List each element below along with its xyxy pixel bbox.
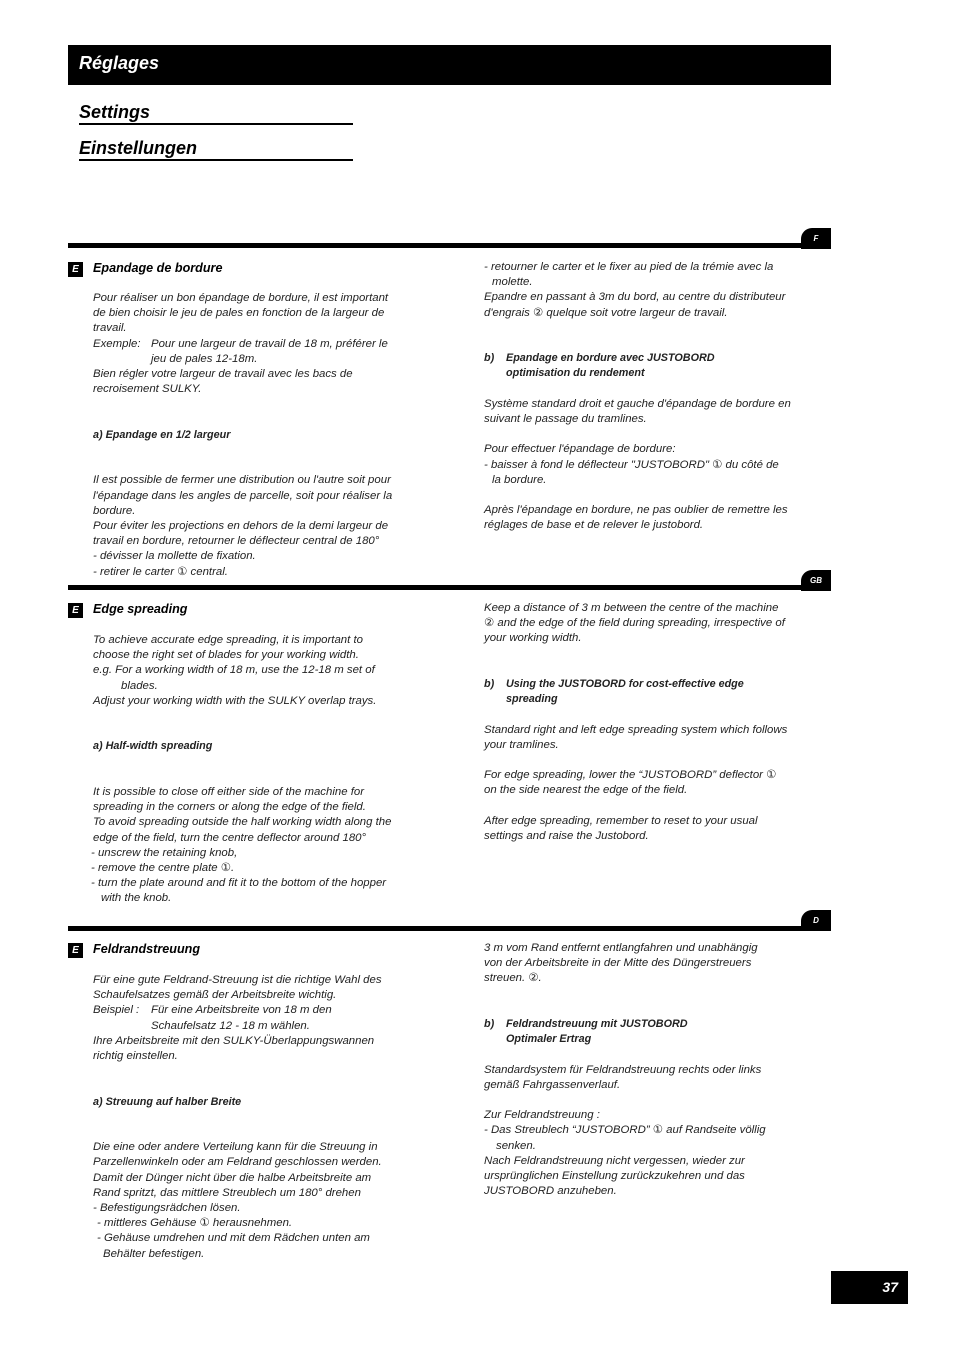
text-line: Pour une largeur de travail de 18 m, préférer le <box>151 337 388 350</box>
text-line: - retirer le carter ① central. <box>93 565 228 578</box>
text-line: - dévisser la mollette de fixation. <box>93 550 256 563</box>
text-line: l'épandage dans les angles de parcelle, soit pour réaliser la <box>93 489 393 502</box>
language-badge-de: D <box>801 910 831 931</box>
text-line: It is possible to close off either side of the machine for <box>93 786 364 798</box>
text-line: After edge spreading, remember to reset to your usual <box>484 814 758 827</box>
text-line: - unscrew the retaining knob, <box>91 846 238 859</box>
text-line: To achieve accurate edge spreading, it is important to <box>93 634 363 646</box>
text-line: settings and raise the Justobord. <box>484 829 649 842</box>
subheading-a-de: a) Streuung auf halber Breite <box>93 1095 242 1108</box>
text-line: on the side nearest the edge of the field. <box>484 784 688 797</box>
text-line: Système standard droit et gauche d'épandage de bordure en <box>484 397 791 410</box>
text-line: 3 m vom Rand entfernt entlangfahren und unabhängig <box>484 942 758 954</box>
column-fr-right <box>484 260 814 534</box>
text-line: - mittleres Gehäuse ① herausnehmen. <box>97 1217 293 1230</box>
text-line: la bordure. <box>492 473 547 486</box>
text-line: blades. <box>121 679 158 692</box>
page-number: 37 <box>831 1271 908 1304</box>
example-row <box>93 337 423 352</box>
text-line: e.g. For a working width of 18 m, use the 12-18 m set of <box>93 664 375 677</box>
text-line: Epandre en passant à 3m du bord, au centre du distributeur <box>484 291 786 304</box>
text-line: To avoid spreading outside the half working width along the <box>93 816 392 829</box>
text-line: Nach Feldrandstreuung nicht vergessen, wieder zur <box>484 1154 745 1167</box>
text-line: travail en bordure, retourner le déflecteur central de 180° <box>93 535 380 548</box>
section-rule-gb <box>68 585 816 590</box>
section-marker-fr: E <box>68 262 83 277</box>
text-line: d'engrais ② quelque soit votre largeur de travail. <box>484 306 728 319</box>
subheading-b-gb: b) Using the JUSTOBORD for cost-effective edge <box>484 678 744 690</box>
text-line: Schaufelsatz 12 - 18 m wählen. <box>151 1019 310 1032</box>
text-line: JUSTOBORD anzuheben. <box>484 1185 617 1198</box>
text-line: - Das Streublech “JUSTOBORD” ① auf Randseite völlig <box>484 1124 766 1137</box>
text-line: Schaufelsatzes gemäß der Arbeitsbreite wichtig. <box>93 989 337 1002</box>
text-line: Für eine gute Feldrand-Streuung ist die richtige Wahl des <box>93 974 382 986</box>
column-gb-right <box>484 601 814 844</box>
text-line: von der Arbeitsbreite in der Mitte des Düngerstreuers <box>484 957 752 970</box>
text-line: Pour effectuer l'épandage de bordure: <box>484 443 676 456</box>
text-line: Die eine oder andere Verteilung kann für die Streuung in <box>93 1141 378 1154</box>
text-line: Standardsystem für Feldrandstreuung rechts oder links <box>484 1063 762 1076</box>
text-line: spreading in the corners or along the edge of the field. <box>93 801 366 814</box>
text-line: Pour réaliser un bon épandage de bordure, il est important <box>93 292 389 304</box>
text-line: de bien choisir le jeu de pales en fonction de la largeur de <box>93 307 385 320</box>
text-line: Pour éviter les projections en dehors de la demi largeur de <box>93 520 389 533</box>
example-label: Beispiel : <box>93 1004 140 1017</box>
section-rule-de <box>68 926 816 931</box>
text-line: Damit der Dünger nicht über die halbe Arbeitsbreite am <box>93 1171 372 1184</box>
text-line: Zur Feldrandstreuung : <box>484 1109 600 1122</box>
text-line: ② and the edge of the field during spreading, irrespective of <box>484 617 785 630</box>
text-line: Adjust your working width with the SULKY overlap trays. <box>93 694 377 707</box>
subtitle-settings: Settings <box>79 101 353 125</box>
text-line: spreading <box>506 693 558 706</box>
column-gb-left <box>93 633 423 907</box>
text-line: Keep a distance of 3 m between the centre of the machine <box>484 602 779 614</box>
text-line: edge of the field, turn the centre deflector around 180° <box>93 831 367 844</box>
text-line: your tramlines. <box>484 738 559 751</box>
text-line: senken. <box>496 1139 536 1152</box>
column-de-right <box>484 941 814 1199</box>
text-line: Rand spritzt, das mittlere Streublech um 180° drehen <box>93 1186 361 1199</box>
text-line: For edge spreading, lower the “JUSTOBORD” deflector ① <box>484 769 777 782</box>
text-line: Optimaler Ertrag <box>506 1033 592 1046</box>
text-line: choose the right set of blades for your working width. <box>93 649 359 662</box>
text-line: Ihre Arbeitsbreite mit den SULKY-Überlappungswannen <box>93 1034 375 1047</box>
subheading-b-fr: b) Epandage en bordure avec JUSTOBORD <box>484 352 715 365</box>
text-line: réglages de base et de relever le justobord. <box>484 519 704 532</box>
text-line: travail. <box>93 322 127 335</box>
page-title: Réglages <box>79 53 160 73</box>
text-line: Après l'épandage en bordure, ne pas oublier de remettre les <box>484 504 788 517</box>
text-line: - baisser à fond le déflecteur "JUSTOBORD" ① du côté de <box>484 458 779 471</box>
text-line: Für eine Arbeitsbreite von 18 m den <box>151 1004 332 1017</box>
section-heading-fr: Epandage de bordure <box>93 261 223 275</box>
subheading-b-de: b) Feldrandstreuung mit JUSTOBORD <box>484 1018 688 1030</box>
example-row <box>93 1003 423 1018</box>
example-label: Exemple: <box>93 337 141 350</box>
text-line: - Befestigungsrädchen lösen. <box>93 1202 241 1215</box>
text-line: - turn the plate around and fit it to the bottom of the hopper <box>91 877 387 890</box>
text-line: - remove the centre plate ①. <box>91 862 235 875</box>
text-line: richtig einstellen. <box>93 1050 178 1063</box>
text-line: your working width. <box>484 632 582 645</box>
section-heading-de: Feldrandstreuung <box>93 942 201 956</box>
text-line: - Gehäuse umdrehen und mit dem Rädchen unten am <box>97 1232 370 1245</box>
text-line: optimisation du rendement <box>506 367 645 380</box>
column-fr-left <box>93 291 423 580</box>
subheading-a-fr: a) Epandage en 1/2 largeur <box>93 428 231 441</box>
text-line: molette. <box>492 276 533 289</box>
section-marker-de: E <box>68 943 83 958</box>
text-line: streuen. ②. <box>484 972 542 985</box>
language-badge-fr: F <box>801 228 831 249</box>
text-line: bordure. <box>93 504 136 517</box>
title-bar <box>68 45 831 85</box>
column-de-left <box>93 973 423 1262</box>
text-line: suivant le passage du tramlines. <box>484 413 647 425</box>
text-line: Parzellenwinkeln oder am Feldrand geschlossen werden. <box>93 1156 382 1169</box>
subheading-a-gb: a) Half-width spreading <box>93 740 213 753</box>
text-line: Bien régler votre largeur de travail avec les bacs de <box>93 368 353 381</box>
text-line: ursprünglichen Einstellung zurückzukehren und das <box>484 1170 745 1182</box>
subtitle-einstellungen: Einstellungen <box>79 137 353 161</box>
text-line: gemäß Fahrgassenverlauf. <box>484 1078 621 1091</box>
text-line: with the knob. <box>101 892 172 905</box>
text-line: recroisement SULKY. <box>93 383 202 396</box>
section-heading-gb: Edge spreading <box>93 602 188 616</box>
language-badge-gb: GB <box>801 570 831 591</box>
section-rule-fr <box>68 243 816 248</box>
text-line: jeu de pales 12-18m. <box>151 352 258 365</box>
text-line: Behälter befestigen. <box>103 1247 205 1260</box>
text-line: - retourner le carter et le fixer au pied de la trémie avec la <box>484 261 774 273</box>
section-marker-gb: E <box>68 603 83 618</box>
text-line: Standard right and left edge spreading system which follows <box>484 723 788 736</box>
text-line: Il est possible de fermer une distribution ou l'autre soit pour <box>93 474 391 487</box>
